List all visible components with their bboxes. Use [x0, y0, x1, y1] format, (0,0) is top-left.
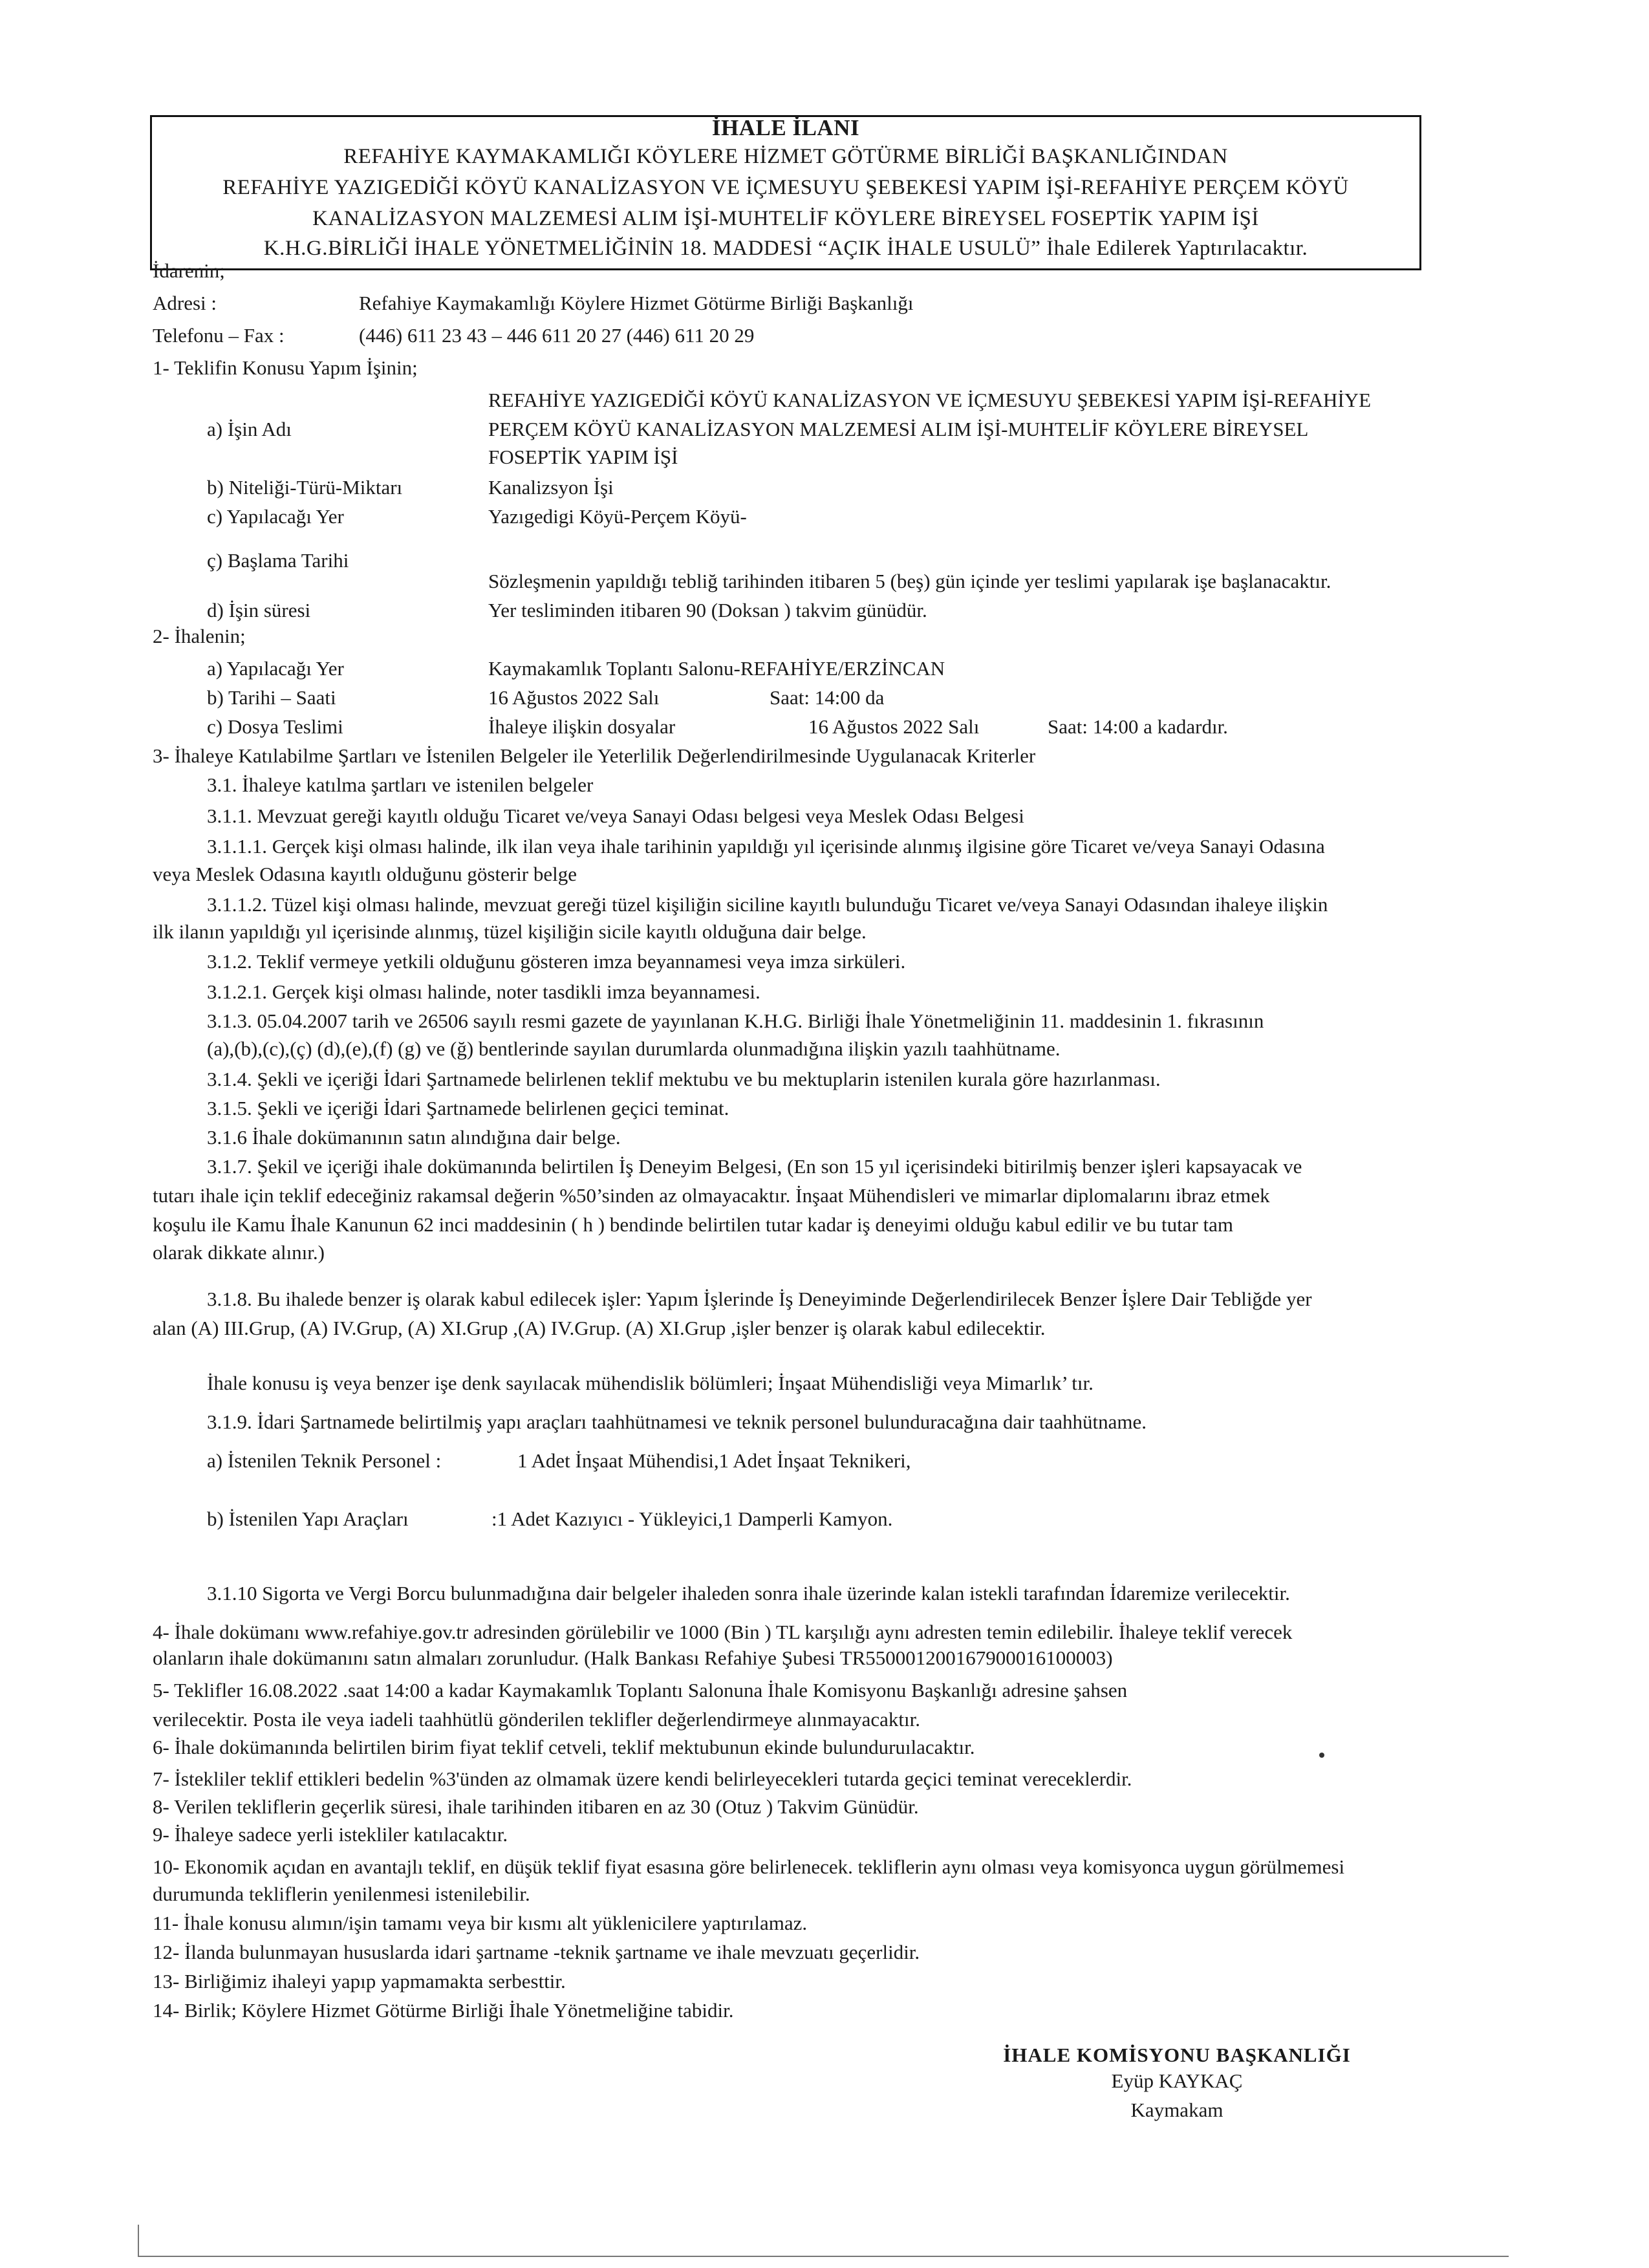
- scan-edge-vertical: [138, 2225, 139, 2257]
- clause-3-1-7-line-3: koşulu ile Kamu İhale Kanunun 62 inci maddesinin ( h ) bendinde belirtilen tutar kadar iş deneyimi olduğu kabul edilir ve bu tutar tam: [153, 1213, 1234, 1236]
- item-5-line-2: verilecektir. Posta ile veya iadeli taahhütlü gönderilen teklifler değerlendirmeye alınmayacaktır.: [153, 1708, 921, 1731]
- signatory-title: Kaymakam: [1130, 2099, 1223, 2121]
- work-name-line-1: REFAHİYE YAZIGEDİĞİ KÖYÜ KANALİZASYON VE İÇMESUYU ŞEBEKESİ YAPIM İŞİ-REFAHİYE: [488, 389, 1372, 411]
- work-name-line-2: PERÇEM KÖYÜ KANALİZASYON MALZEMESİ ALIM İŞİ-MUHTELİF KÖYLERE BİREYSEL: [488, 418, 1309, 440]
- signatory-name: Eyüp KAYKAÇ: [1111, 2069, 1243, 2092]
- item-6: 6- İhale dokümanında belirtilen birim fiyat teklif cetveli, teklif mektubunun ekinde bulunduruılacaktır.: [153, 1736, 975, 1758]
- clause-3-1-1-2-line-1: 3.1.1.2. Tüzel kişi olması halinde, mevzuat gereği tüzel kişiliğin siciline kayıtlı bulunduğu Ticaret ve/veya Sanayi Odasından ihaleye ilişkin: [207, 893, 1328, 916]
- clause-3-1-9: 3.1.9. İdari Şartnamede belirtilmiş yapı araçları taahhütnamesi ve teknik personel bulunduracağına dair taahhütname.: [207, 1410, 1147, 1433]
- header-line-1: REFAHİYE KAYMAKAMLIĞI KÖYLERE HİZMET GÖTÜRME BİRLİĞİ BAŞKANLIĞINDAN: [343, 145, 1228, 168]
- engineering-departments-note: İhale konusu iş veya benzer işe denk sayılacak mühendislik bölümleri; İnşaat Mühendisliği veya Mimarlık’ tır.: [207, 1372, 1094, 1394]
- item-13: 13- Birliğimiz ihaleyi yapıp yapmamakta serbesttir.: [153, 1970, 566, 1993]
- equipment-label: b) İstenilen Yapı Araçları: [207, 1507, 409, 1530]
- duration-label: d) İşin süresi: [207, 599, 311, 621]
- nature-label: b) Niteliği-Türü-Miktarı: [207, 476, 403, 499]
- duration-value: Yer tesliminden itibaren 90 (Doksan ) takvim günüdür.: [488, 599, 927, 621]
- nature-value: Kanalizsyon İşi: [488, 476, 614, 499]
- file-delivery-text: İhaleye ilişkin dosyalar: [488, 715, 676, 738]
- section-2-heading: 2- İhalenin;: [153, 625, 246, 647]
- section-3-heading: 3- İhaleye Katılabilme Şartları ve İstenilen Belgeler ile Yeterlilik Değerlendirilmesinde Uygulanacak Kriterler: [153, 744, 1036, 767]
- clause-3-1-2-1: 3.1.2.1. Gerçek kişi olması halinde, noter tasdikli imza beyannamesi.: [207, 980, 760, 1003]
- clause-3-1-8-line-1: 3.1.8. Bu ihalede benzer iş olarak kabul edilecek işler: Yapım İşlerinde İş Deneyiminde Değerlendirilecek Benzer İşlere Dair Tebliğde yer: [207, 1288, 1312, 1310]
- phone-label: Telefonu – Fax :: [153, 324, 285, 347]
- equipment-value: :1 Adet Kazıyıcı - Yükleyici,1 Damperli Kamyon.: [491, 1507, 893, 1530]
- clause-3-1-4: 3.1.4. Şekli ve içeriği İdari Şartnamede belirlenen teklif mektubu ve bu mektuplarin istenilen kurala göre hazırlanması.: [207, 1068, 1161, 1090]
- start-date-value: Sözleşmenin yapıldığı tebliğ tarihinden itibaren 5 (beş) gün içinde yer teslimi yapılarak işe başlanacaktır.: [488, 570, 1331, 592]
- clause-3-1-1-1-line-1: 3.1.1.1. Gerçek kişi olması halinde, ilk ilan veya ihale tarihinin yapıldığı yıl içerisinde alınmış ilgisine göre Ticaret ve/veya Sanayi Odasına: [207, 835, 1325, 858]
- location-label: c) Yapılacağı Yer: [207, 505, 344, 528]
- technical-staff-label: a) İstenilen Teknik Personel :: [207, 1449, 442, 1472]
- item-4-line-1: 4- İhale dokümanı www.refahiye.gov.tr adresinden görülebilir ve 1000 (Bin ) TL karşılığı aynı adresten temin edilebilir. İhaleye teklif verecek: [153, 1621, 1293, 1643]
- clause-3-1-1: 3.1.1. Mevzuat gereği kayıtlı olduğu Ticaret ve/veya Sanayi Odası belgesi veya Meslek Odası Belgesi: [207, 805, 1024, 827]
- clause-3-1-3-line-2: (a),(b),(c),(ç) (d),(e),(f) (g) ve (ğ) bentlerinde sayılan durumlarda olunmadığına ilişkin yazılı taahhütname.: [207, 1037, 1061, 1060]
- document-title: İHALE İLANI: [711, 115, 860, 140]
- work-name-label: a) İşin Adı: [207, 418, 292, 440]
- file-delivery-label: c) Dosya Teslimi: [207, 715, 343, 738]
- clause-3-1-1-2-line-2: ilk ilanın yapıldığı yıl içerisinde alınmış, tüzel kişiliğin sicile kayıtlı olduğuna dair belge.: [153, 920, 867, 943]
- clause-3-1-7-line-1: 3.1.7. Şekil ve içeriği ihale dokümanında belirtilen İş Deneyim Belgesi, (En son 15 yıl içerisindeki bitirilmiş benzer işleri kapsayacak ve: [207, 1155, 1302, 1178]
- clause-3-1-10: 3.1.10 Sigorta ve Vergi Borcu bulunmadığına dair belgeler ihaleden sonra ihale üzerinde kalan istekli tarafından İdaremize verilecektir.: [207, 1582, 1290, 1604]
- clause-3-1: 3.1. İhaleye katılma şartları ve istenilen belgeler: [207, 773, 594, 796]
- item-10-line-2: durumunda tekliflerin yenilenmesi istenilebilir.: [153, 1883, 530, 1905]
- clause-3-1-5: 3.1.5. Şekli ve içeriği İdari Şartnamede belirlenen geçici teminat.: [207, 1097, 729, 1119]
- address-label: Adresi :: [153, 292, 217, 314]
- tender-date-value: 16 Ağustos 2022 Salı: [488, 686, 660, 709]
- clause-3-1-7-line-2: tutarı ihale için teklif edeceğiniz rakamsal değerin %50’sinden az olmayacaktır. İnşaat Mühendisleri ve mimarlar diplomalarını ibraz etmek: [153, 1184, 1270, 1207]
- item-10-line-1: 10- Ekonomik açıdan en avantajlı teklif, en düşük teklif fiyat esasına göre belirlenecek. tekliflerin aynı olması veya komisyonca uygun görülmemesi: [153, 1855, 1345, 1878]
- item-9: 9- İhaleye sadece yerli istekliler katılacaktır.: [153, 1823, 508, 1846]
- scan-edge-horizontal: [138, 2256, 1509, 2257]
- commission-office: İHALE KOMİSYONU BAŞKANLIĞI: [1003, 2044, 1351, 2066]
- start-date-label: ç) Başlama Tarihi: [207, 549, 349, 572]
- clause-3-1-7-line-4: olarak dikkate alınır.): [153, 1241, 325, 1264]
- tender-time-value: Saat: 14:00 da: [770, 686, 885, 709]
- clause-3-1-3-line-1: 3.1.3. 05.04.2007 tarih ve 26506 sayılı resmi gazete de yayınlanan K.H.G. Birliği İhale Yönetmeliğinin 11. maddesinin 1. fıkrasının: [207, 1010, 1264, 1032]
- clause-3-1-2: 3.1.2. Teklif vermeye yetkili olduğunu gösteren imza beyannamesi veya imza sirküleri.: [207, 950, 906, 973]
- header-line-2: REFAHİYE YAZIGEDİĞİ KÖYÜ KANALİZASYON VE İÇMESUYU ŞEBEKESİ YAPIM İŞİ-REFAHİYE PERÇEM KÖYÜ: [222, 176, 1349, 199]
- phone-value: (446) 611 23 43 – 446 611 20 27 (446) 611 20 29: [359, 324, 755, 347]
- technical-staff-value: 1 Adet İnşaat Mühendisi,1 Adet İnşaat Teknikeri,: [517, 1449, 911, 1472]
- location-value: Yazıgedigi Köyü-Perçem Köyü-: [488, 505, 747, 528]
- address-value: Refahiye Kaymakamlığı Köylere Hizmet Götürme Birliği Başkanlığı: [359, 292, 914, 314]
- admin-heading: İdarenin;: [153, 259, 225, 282]
- section-1-heading: 1- Teklifin Konusu Yapım İşinin;: [153, 356, 418, 379]
- file-delivery-date: 16 Ağustos 2022 Salı: [808, 715, 980, 738]
- item-8: 8- Verilen tekliflerin geçerlik süresi, ihale tarihinden itibaren en az 30 (Otuz ) Takvim Günüdür.: [153, 1795, 919, 1818]
- clause-3-1-6: 3.1.6 İhale dokümanının satın alındığına dair belge.: [207, 1126, 621, 1149]
- item-14: 14- Birlik; Köylere Hizmet Götürme Birliği İhale Yönetmeliğine tabidir.: [153, 1999, 734, 2022]
- item-5-line-1: 5- Teklifler 16.08.2022 .saat 14:00 a kadar Kaymakamlık Toplantı Salonuna İhale Komisyonu Başkanlığı adresine şahsen: [153, 1679, 1128, 1701]
- tender-datetime-label: b) Tarihi – Saati: [207, 686, 336, 709]
- tender-place-value: Kaymakamlık Toplantı Salonu-REFAHİYE/ERZİNCAN: [488, 657, 945, 680]
- item-4-line-2: olanların ihale dokümanını satın almaları zorunludur. (Halk Bankası Refahiye Şubesi TR550001200167900016100003): [153, 1647, 1113, 1669]
- item-12: 12- İlanda bulunmayan hususlarda idari şartname -teknik şartname ve ihale mevzuatı geçerlidir.: [153, 1941, 920, 1963]
- item-7: 7- İstekliler teklif ettikleri bedelin %3'ünden az olmamak üzere kendi belirleyecekleri tutarda geçici teminat vereceklerdir.: [153, 1767, 1132, 1790]
- tender-place-label: a) Yapılacağı Yer: [207, 657, 344, 680]
- work-name-line-3: FOSEPTİK YAPIM İŞİ: [488, 446, 678, 468]
- file-delivery-time: Saat: 14:00 a kadardır.: [1048, 715, 1228, 738]
- header-line-4: K.H.G.BİRLİĞİ İHALE YÖNETMELİĞİNİN 18. MADDESİ “AÇIK İHALE USULÜ” İhale Edilerek Yaptırılacaktır.: [263, 237, 1308, 260]
- item-11: 11- İhale konusu alımın/işin tamamı veya bir kısmı alt yüklenicilere yaptırılamaz.: [153, 1912, 808, 1934]
- header-line-3: KANALİZASYON MALZEMESİ ALIM İŞİ-MUHTELİF KÖYLERE BİREYSEL FOSEPTİK YAPIM İŞİ: [312, 207, 1259, 230]
- speck-mark: [1319, 1753, 1324, 1758]
- clause-3-1-1-1-line-2: veya Meslek Odasına kayıtlı olduğunu gösterir belge: [153, 863, 577, 885]
- clause-3-1-8-line-2: alan (A) III.Grup, (A) IV.Grup, (A) XI.Grup ,(A) IV.Grup. (A) XI.Grup ,işler benzer iş olarak kabul edilecektir.: [153, 1317, 1046, 1339]
